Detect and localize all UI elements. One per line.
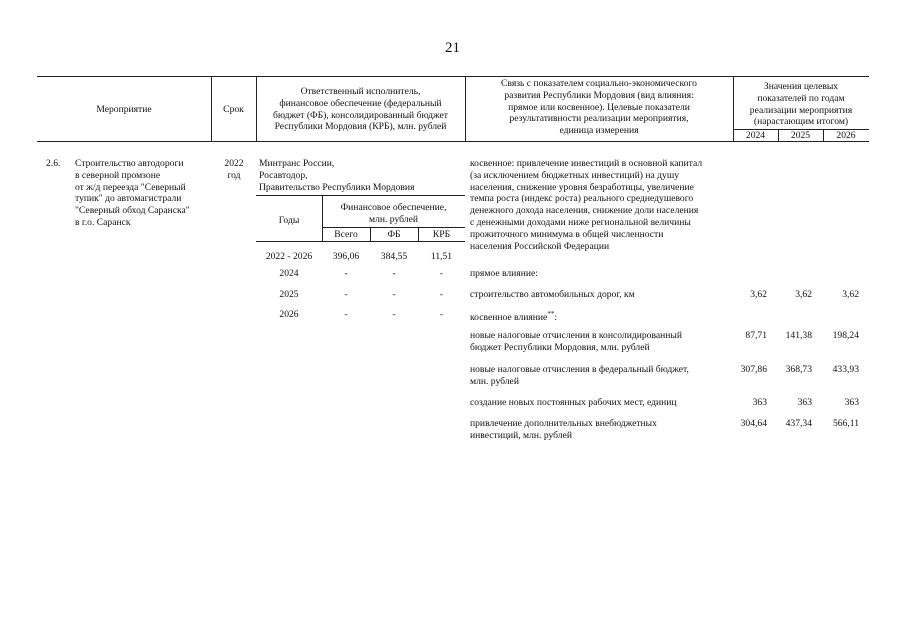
indirect-intro: косвенное: привлечение инвестиций в основной капитал (за исключением бюджетных инвестиций) на душу населения, снижение уровня безработицы, увеличение темпа роста (индекс роста) реального среднедушевого денежного дохода населения, снижение доли населения с денежными доходами ниже региональной величины прожиточного минимума в общей численности населения Российской Федерации — [470, 158, 703, 252]
header-measure: Мероприятие — [96, 104, 152, 115]
finance-total: 396,06 — [332, 251, 360, 262]
row-number: 2.6. — [46, 158, 61, 169]
indicator-2024: 87,71 — [745, 330, 767, 341]
finance-total: - — [344, 309, 348, 320]
finance-fb: - — [392, 309, 396, 320]
finance-header-bottom — [256, 241, 465, 242]
finance-krb: 11,51 — [430, 251, 453, 262]
executors: Минтранс России, Росавтодор, Правительство Республики Мордовия — [259, 158, 415, 193]
finance-year: 2022 - 2026 — [265, 251, 313, 262]
finance-total: - — [344, 268, 348, 279]
finance-year: 2025 — [279, 289, 299, 300]
finance-top-border — [256, 195, 465, 196]
finance-total: - — [344, 289, 348, 300]
header-year-2026: 2026 — [836, 130, 856, 141]
indicator-2026: 363 — [844, 397, 859, 408]
indicator-name: новые налоговые отчисления в консолидированный бюджет Республики Мордовия, млн. рублей — [470, 330, 682, 353]
indicator-2026: 3,62 — [842, 289, 859, 300]
page-number: 21 — [445, 40, 460, 56]
finance-col-krb: КРБ — [432, 229, 451, 240]
indicator-2026: 198,24 — [832, 330, 859, 341]
indicator-2025: 437,34 — [785, 418, 812, 429]
indirect-label: косвенное влияние**: — [470, 310, 557, 324]
indicator-2024: 307,86 — [740, 364, 767, 375]
header-year-2025: 2025 — [790, 130, 811, 141]
indicator-name: создание новых постоянных рабочих мест, единиц — [470, 397, 677, 408]
indicator-2025: 363 — [797, 397, 812, 408]
header-values: Значения целевых показателей по годам реализации мероприятия (нарастающим итогом) — [749, 81, 853, 128]
finance-fb: - — [392, 268, 396, 279]
header-top-border — [37, 76, 869, 77]
indicator-name: новые налоговые отчисления в федеральный бюджет, млн. рублей — [470, 364, 689, 387]
indicator-2024: 304,64 — [740, 418, 767, 429]
finance-year: 2024 — [279, 268, 299, 279]
indicator-2025: 3,62 — [795, 289, 812, 300]
indicator-name: строительство автомобильных дорог, км — [470, 289, 635, 300]
finance-krb: - — [439, 268, 444, 279]
finance-subheader-line — [322, 227, 465, 228]
finance-fb: 384,55 — [380, 251, 408, 262]
indicator-2025: 141,38 — [785, 330, 812, 341]
indicator-name: привлечение дополнительных внебюджетных инвестиций, млн. рублей — [470, 418, 657, 441]
finance-col-total: Всего — [334, 229, 358, 240]
header-responsible: Ответственный исполнитель, финансовое обеспечение (федеральный бюджет (ФБ), консолидированный бюджет Республики Мордовия (КРБ), млн. рублей — [273, 86, 448, 133]
indicator-2025: 368,73 — [785, 364, 812, 375]
finance-fb: - — [392, 289, 396, 300]
finance-krb: - — [439, 309, 444, 320]
indicator-2024: 3,62 — [750, 289, 767, 300]
direct-label: прямое влияние: — [470, 268, 538, 279]
indicator-2026: 433,93 — [832, 364, 859, 375]
finance-krb: - — [439, 289, 444, 300]
indicator-2026: 566,11 — [832, 418, 859, 429]
finance-years-label: Годы — [278, 215, 300, 226]
measure-text: Строительство автодороги в северной промзоне от ж/д переезда "Северный тупик" до автомагистрали "Северный обход Саранска" в г.о. Саранск — [75, 158, 190, 228]
header-term: Срок — [223, 104, 244, 115]
header-year-2024: 2024 — [745, 130, 766, 141]
finance-funding-label: Финансовое обеспечение, млн. рублей — [340, 202, 447, 225]
term: 2022 год — [224, 158, 244, 181]
header-link: Связь с показателем социально-экономического развития Республики Мордовия (вид влияния: прямое или косвенное). Целевые показатели результативности реализации мероприятия, единица измерения — [501, 78, 697, 137]
finance-year: 2026 — [279, 309, 299, 320]
indicator-2024: 363 — [752, 397, 767, 408]
finance-col-fb: ФБ — [387, 229, 401, 240]
